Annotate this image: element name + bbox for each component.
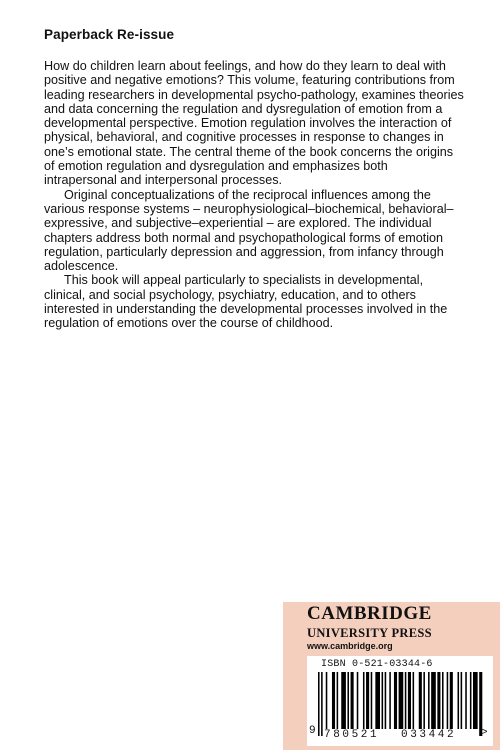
publisher-panel [283,602,500,750]
ean-left-digits: 780521 [324,729,380,741]
ean-quiet-zone-marker: > [481,727,488,739]
publisher-url: www.cambridge.org [307,641,393,651]
barcode-label [307,656,493,746]
blurb-paragraph-2: Original conceptualizations of the reciprocal influences among the various response systems – neurophysiological–biochemical, behavioral–expressive, and subjective–experiential – are explored. The individual chapters address both normal and psychopathological forms of emotion regulation, particularly depression and aggression, from infancy through adolescence. [44,187,454,274]
ean-leading-digit: 9 [309,725,316,737]
ean-right-digits: 033442 [401,729,457,741]
publisher-logo-name: CAMBRIDGE [307,603,432,624]
back-cover-blurb [44,59,464,331]
blurb-paragraph-1: How do children learn about feelings, and how do they learn to deal with positive and negative emotions? This volume, featuring contributions from leading researchers in developmental psycho-pathology, examines theories and data concerning the regulation and dysregulation of emotion from a developmental perspective. Emotion regulation involves the interaction of physical, behavioral, and cognitive processes in response to changes in one’s emotional state. The central theme of the book concerns the origins of emotion regulation and dysregulation and emphasizes both intrapersonal and interpersonal processes. [44,59,464,188]
blurb-paragraph-3: This book will appeal particularly to specialists in developmental, clinical, and social psychology, psychiatry, education, and to others interested in understanding the developmental processes involved in the regulation of emotions over the course of childhood. [44,273,448,331]
isbn-text: ISBN 0-521-03344-6 [321,659,433,670]
section-heading: Paperback Re-issue [44,27,175,42]
barcode-image [318,672,484,736]
publisher-logo-subtitle: UNIVERSITY PRESS [307,626,432,640]
